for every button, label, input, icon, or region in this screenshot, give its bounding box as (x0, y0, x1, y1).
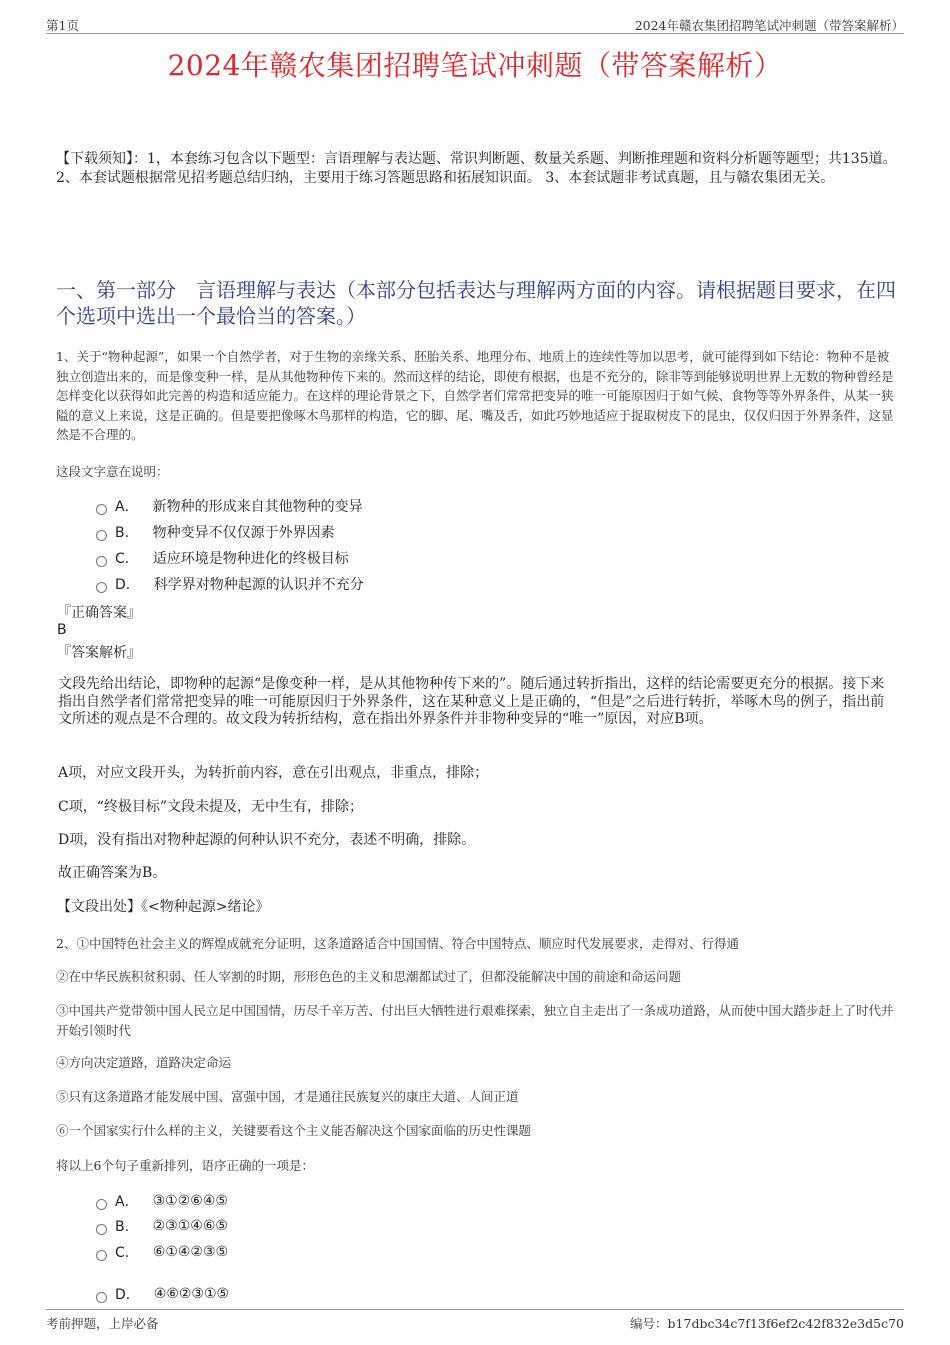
q1-option-b[interactable] (96, 522, 335, 542)
download-notice: 【下载须知】：1，本套练习包含以下题型：言语理解与表达题、常识判断题、数量关系题、判断推理题和资料分析题等题型；共135道。 2、本套试题根据常见招考题总结归纳，主要用于练习答题思路和拓展知识面。 3、本套试题非考试真题，且与赣农集团无关。 (56, 151, 897, 186)
radio-icon[interactable] (96, 1250, 107, 1261)
q2-option-c[interactable] (96, 1242, 228, 1262)
analysis-text: 文段先给出结论，即物种的起源“是像变种一样，是从其他物种传下来的”。随后通过转折指出，这样的结论需要更充分的根据。接下来指出自然学者们常常把变异的唯一可能原因归于外界条件，这在某种意义上是正确的，“但是”之后进行转折，举啄木鸟的例子，指出前文所述的观点是不合理的。故文段为转折结构，意在指出外界条件并非物种变异的“唯一”原因，对应B项。 (58, 676, 885, 727)
radio-icon[interactable] (96, 504, 107, 515)
document-title: 2024年赣农集团招聘笔试冲刺题（带答案解析） (167, 49, 783, 82)
q1-option-c[interactable] (96, 548, 349, 568)
question-2-sentence: ⑤只有这条道路才能发展中国、富强中国，才是通往民族复兴的康庄大道、人间正道 (56, 1089, 519, 1104)
document-id: 编号：b17dbc34c7f13f6ef2c42f832e3d5c70 (630, 1316, 904, 1331)
q1-option-d[interactable] (96, 574, 364, 594)
question-2-sentence: ⑥一个国家实行什么样的主义，关键要看这个主义能否解决这个国家面临的历史性课题 (56, 1123, 532, 1138)
option-text: ⑥①④②③⑤ (152, 1244, 229, 1260)
radio-icon[interactable] (96, 1224, 107, 1235)
radio-icon[interactable] (96, 556, 107, 567)
option-key: C． (115, 1245, 139, 1261)
analysis-conclusion: 故正确答案为B。 (58, 865, 167, 881)
option-key: D． (115, 1287, 140, 1303)
q2-option-b[interactable] (96, 1216, 228, 1236)
option-key: C． (115, 551, 139, 567)
q2-option-a[interactable] (96, 1191, 228, 1211)
option-text: ③①②⑥④⑤ (152, 1193, 228, 1209)
option-text: 物种变异不仅仅源于外界因素 (152, 525, 335, 541)
page-footer (46, 1309, 904, 1331)
question-1-prompt: 这段文字意在说明： (56, 464, 169, 479)
q1-option-a[interactable] (96, 496, 363, 516)
footer-slogan: 考前押题，上岸必备 (46, 1316, 159, 1331)
option-key: A． (115, 1194, 139, 1210)
option-text: ④⑥②③①⑤ (153, 1286, 230, 1302)
analysis-label: 『答案解析』 (57, 645, 141, 661)
page-number: 第1页 (46, 18, 79, 33)
answer-label: 『正确答案』 (57, 605, 141, 621)
answer-value: B (57, 622, 67, 638)
radio-icon[interactable] (96, 582, 107, 593)
radio-icon[interactable] (96, 1292, 107, 1303)
option-text: ②③①④⑥⑤ (152, 1218, 228, 1234)
section-heading: 一、第一部分 言语理解与表达（本部分包括表达与理解两方面的内容。请根据题目要求，在四个选项中选出一个最恰当的答案。） (56, 278, 896, 328)
option-text: 新物种的形成来自其他物种的变异 (152, 499, 363, 515)
header-doc-title: 2024年赣农集团招聘笔试冲刺题（带答案解析） (634, 18, 904, 33)
analysis-option-d: D项，没有指出对物种起源的何种认识不充分，表述不明确，排除。 (58, 832, 476, 848)
question-2-sentence: ③中国共产党带领中国人民立足中国国情，历尽千辛万苦、付出巨大牺牲进行艰难探索，独立自主走出了一条成功道路，从而使中国大踏步赶上了时代并开始引领时代 (56, 1003, 894, 1038)
radio-icon[interactable] (96, 1199, 107, 1210)
option-key: B． (115, 1219, 139, 1235)
question-2-sentence: ④方向决定道路，道路决定命运 (56, 1055, 232, 1070)
option-key: A． (115, 499, 139, 515)
option-text: 科学界对物种起源的认识并不充分 (153, 577, 364, 593)
question-2-prompt: 将以上6个句子重新排列，语序正确的一项是： (56, 1158, 314, 1173)
analysis-option-a: A项，对应文段开头，为转折前内容，意在引出观点，非重点，排除； (58, 765, 489, 781)
option-key: B． (115, 525, 139, 541)
question-2-sentence: 2、①中国特色社会主义的辉煌成就充分证明，这条道路适合中国国情、符合中国特点、顺应时代发展要求，走得对、行得通 (56, 936, 739, 951)
option-key: D． (115, 577, 140, 593)
analysis-option-c: C项，“终极目标”文段未提及，无中生有，排除； (58, 799, 364, 815)
question-1-stem: 1、关于“物种起源”，如果一个自然学者，对于生物的亲缘关系、胚胎关系、地理分布、地质上的连续性等加以思考，就可能得到如下结论：物种不是被独立创造出来的，而是像变种一样，是从其他物种传下来的。然而这样的结论，即使有根据，也是不充分的，除非等到能够说明世界上无数的物种曾经是怎样变化以获得如此完善的构造和适应能力。在这样的理论背景之下，自然学者们常常把变异的唯一可能原因归于如气候、食物等等外界条件，从某一狭隘的意义上来说，这是正确的。但是要把像啄木鸟那样的构造，它的脚、尾、嘴及舌，如此巧妙地适应于捉取树皮下的昆虫，仅仅归因于外界条件，这显然是不合理的。 (56, 349, 894, 442)
q2-option-d[interactable] (96, 1284, 229, 1304)
question-2-sentence: ②在中华民族积贫积弱、任人宰割的时期，形形色色的主义和思潮都试过了，但都没能解决中国的前途和命运问题 (56, 969, 682, 984)
text-source: 【文段出处】《<物种起源>绪论》 (57, 899, 270, 915)
page-header (46, 14, 904, 34)
option-text: 适应环境是物种进化的终极目标 (152, 551, 349, 567)
radio-icon[interactable] (96, 530, 107, 541)
